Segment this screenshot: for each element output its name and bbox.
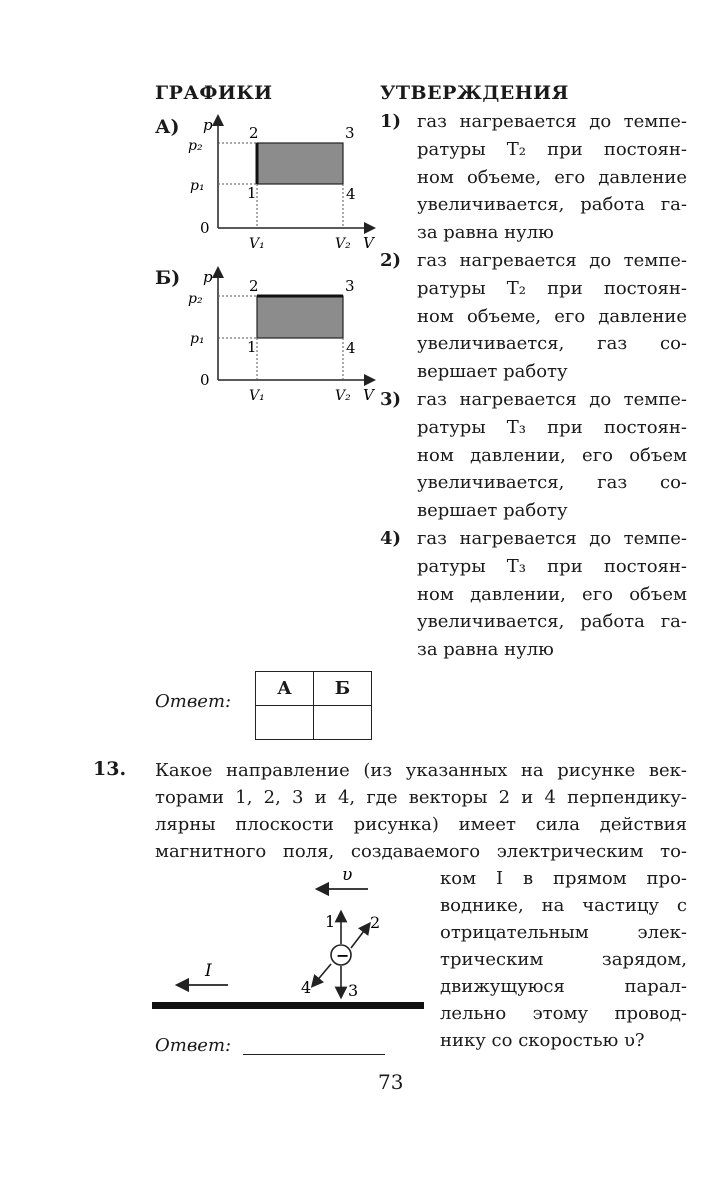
question-line: воднике, на частицу с — [440, 895, 687, 916]
graphs-heading: ГРАФИКИ — [155, 82, 273, 104]
question-text — [155, 757, 687, 865]
statement-line: газ нагревается до темпе- — [417, 528, 687, 549]
statement-4 — [380, 525, 690, 664]
statement-line: за равна нулю — [417, 639, 554, 661]
graph-b — [185, 262, 380, 412]
page-number: 73 — [378, 1070, 404, 1094]
question-line: лярны плоскости рисунка) имеет сила действия — [155, 814, 687, 835]
question-line: нику со скоростью υ? — [440, 1030, 645, 1051]
point-3: 3 — [345, 277, 355, 295]
statement-line: увеличивается, работа га- — [417, 611, 687, 633]
vector-4-label: 4 — [301, 978, 312, 997]
statement-number: 2) — [380, 250, 402, 271]
statement-line: ном давлении, его объем — [417, 583, 687, 605]
question-line: торами 1, 2, 3 и 4, где векторы 2 и 4 перпендику- — [155, 787, 687, 808]
statement-1 — [380, 108, 690, 247]
question-line: отрицательным элек- — [440, 922, 687, 943]
statement-line: ратуры T₂ при постоян- — [417, 277, 687, 299]
answer-header-a: А — [256, 672, 314, 706]
statement-line: ном объеме, его давление — [417, 166, 687, 188]
statement-line: увеличивается, газ со- — [417, 333, 687, 355]
p1-label: p₁ — [190, 178, 205, 194]
statement-number: 3) — [380, 389, 402, 410]
graph-a-label: А) — [155, 116, 180, 138]
process-region — [257, 296, 343, 338]
statement-line: ном давлении, его объем — [417, 444, 687, 466]
v2-label: V₂ — [335, 236, 351, 252]
vector-2-label: 2 — [370, 913, 381, 932]
statement-line: увеличивается, газ со- — [417, 472, 687, 494]
question-line: движущуюся парал- — [440, 976, 687, 997]
statement-line: вершает работу — [417, 500, 568, 522]
statement-line: ном объеме, его давление — [417, 305, 687, 327]
point-3: 3 — [345, 124, 355, 142]
p1-label: p₁ — [190, 331, 205, 347]
statements-heading: УТВЕРЖДЕНИЯ — [380, 82, 569, 104]
statement-2 — [380, 247, 690, 386]
answer-label: Ответ: — [155, 691, 232, 712]
point-1: 1 — [247, 184, 257, 202]
current-label: I — [205, 961, 212, 981]
graph-a — [185, 110, 380, 260]
question-side-text — [440, 865, 687, 1054]
answer-line-13[interactable] — [243, 1054, 385, 1055]
statement-line: вершает работу — [417, 361, 568, 383]
p2-label: p₂ — [188, 138, 203, 154]
p2-label: p₂ — [188, 291, 203, 307]
point-4: 4 — [346, 339, 356, 357]
p-axis-label: p — [203, 268, 213, 286]
statement-line: газ нагревается до темпе- — [417, 111, 687, 132]
answer-cell-a[interactable] — [256, 706, 314, 740]
v1-label: V₁ — [249, 236, 265, 252]
question-line: магнитного поля, создаваемого электрическим то- — [155, 841, 687, 862]
vector-1-label: 1 — [325, 912, 336, 931]
graph-b-label: Б) — [155, 267, 181, 289]
point-4: 4 — [346, 185, 356, 203]
statement-3 — [380, 386, 690, 525]
vector-4 — [315, 964, 331, 983]
charge-sign: − — [336, 946, 350, 965]
question-line: ком I в прямом про- — [440, 868, 687, 889]
v1-label: V₁ — [249, 388, 265, 404]
point-1: 1 — [247, 338, 257, 356]
question-line: трическим зарядом, — [440, 949, 687, 970]
question-number: 13. — [93, 758, 127, 780]
statement-line: ратуры T₃ при постоян- — [417, 416, 687, 438]
statement-line: ратуры T₂ при постоян- — [417, 138, 687, 160]
wire — [152, 1002, 424, 1009]
v-axis-label: V — [363, 234, 374, 252]
statement-number: 1) — [380, 111, 402, 132]
answer-header-b: Б — [314, 672, 372, 706]
wire-figure — [150, 860, 430, 1020]
statement-number: 4) — [380, 528, 402, 549]
vector-2 — [351, 927, 367, 948]
process-region — [257, 143, 343, 184]
origin-label: 0 — [200, 371, 210, 389]
question-line: лельно этому провод- — [440, 1003, 687, 1024]
answer-label-13: Ответ: — [155, 1035, 232, 1056]
velocity-label: υ — [342, 865, 353, 885]
answer-table — [255, 671, 372, 740]
origin-label: 0 — [200, 219, 210, 237]
statement-line: увеличивается, работа га- — [417, 194, 687, 216]
statement-line: газ нагревается до темпе- — [417, 250, 687, 271]
answer-cell-b[interactable] — [314, 706, 372, 740]
statement-line: ратуры T₃ при постоян- — [417, 555, 687, 577]
point-2: 2 — [249, 277, 259, 295]
question-line: Какое направление (из указанных на рисунке век- — [155, 760, 687, 781]
v2-label: V₂ — [335, 388, 351, 404]
vector-3-label: 3 — [348, 981, 359, 1000]
statement-line: газ нагревается до темпе- — [417, 389, 687, 410]
p-axis-label: p — [203, 116, 213, 134]
point-2: 2 — [249, 124, 259, 142]
statement-line: за равна нулю — [417, 222, 554, 244]
v-axis-label: V — [363, 386, 374, 404]
